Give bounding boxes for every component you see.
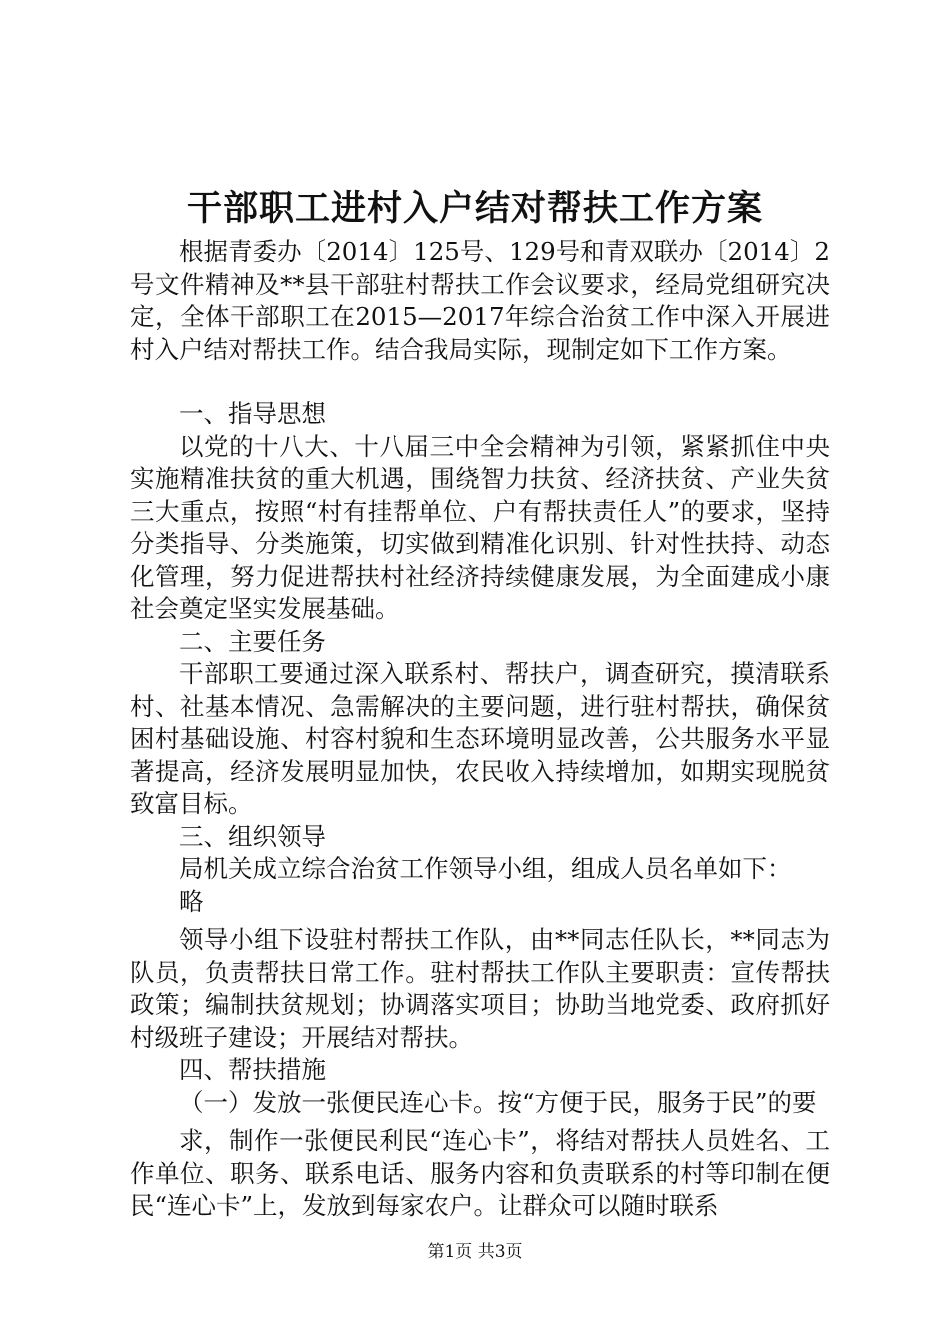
measure-item-1: （一）发放一张便民连心卡。按“方便于民，服务于民”的要 <box>179 1087 817 1117</box>
section-paragraph-main-tasks: 干部职工要通过深入联系村、帮扶户，调查研究，摸清联系村、社基本情况、急需解决的主要问题，进行驻村帮扶，确保贫困村基础设施、村容村貌和生态环境明显改善，公共服务水平显著提高，经济发展明显加快，农民收入持续增加，如期实现脱贫致富目标。 <box>130 659 830 818</box>
section-heading-main-tasks: 二、主要任务 <box>179 626 326 656</box>
section-paragraph-organization-intro: 局机关成立综合治贫工作领导小组，组成人员名单如下： <box>179 854 792 883</box>
page-number: 第1页 共3页 <box>427 1242 523 1262</box>
intro-paragraph: 根据青委办〔2014〕125号、129号和青双联办〔2014〕2号文件精神及**县干部驻村帮扶工作会议要求，经局党组研究决定，全体干部职工在2015—2017年综合治贫工作中深入开展进村入户结对帮扶工作。结合我局实际，现制定如下工作方案。 <box>130 237 830 364</box>
section-heading-guiding-thought: 一、指导思想 <box>179 399 326 428</box>
section-heading-organization: 三、组织领导 <box>179 821 326 851</box>
measure-item-1-continued: 求，制作一张便民利民“连心卡”，将结对帮扶人员姓名、工作单位、职务、联系电话、服务内容和负责联系的村等印制在便民“连心卡”上，发放到每家农户。让群众可以随时联系 <box>130 1126 830 1220</box>
section-heading-measures: 四、帮扶措施 <box>179 1055 326 1084</box>
section-paragraph-organization-omitted: 略 <box>179 886 204 916</box>
section-paragraph-organization-team: 领导小组下设驻村帮扶工作队，由**同志任队长，**同志为队员，负责帮扶日常工作。驻村帮扶工作队主要职责：宣传帮扶政策；编制扶贫规划；协调落实项目；协助当地党委、政府抓好村级班子建设；开展结对帮扶。 <box>130 925 830 1052</box>
document-title: 干部职工进村入户结对帮扶工作方案 <box>186 188 763 229</box>
section-paragraph-guiding-thought: 以党的十八大、十八届三中全会精神为引领，紧紧抓住中央实施精准扶贫的重大机遇，围绕智力扶贫、经济扶贫、产业失贫三大重点，按照“村有挂帮单位、户有帮扶责任人”的要求，坚持分类指导、分类施策，切实做到精准化识别、针对性扶持、动态化管理，努力促进帮扶村社经济持续健康发展，为全面建成小康社会奠定坚实发展基础。 <box>130 431 830 623</box>
document-body <box>130 236 830 1223</box>
